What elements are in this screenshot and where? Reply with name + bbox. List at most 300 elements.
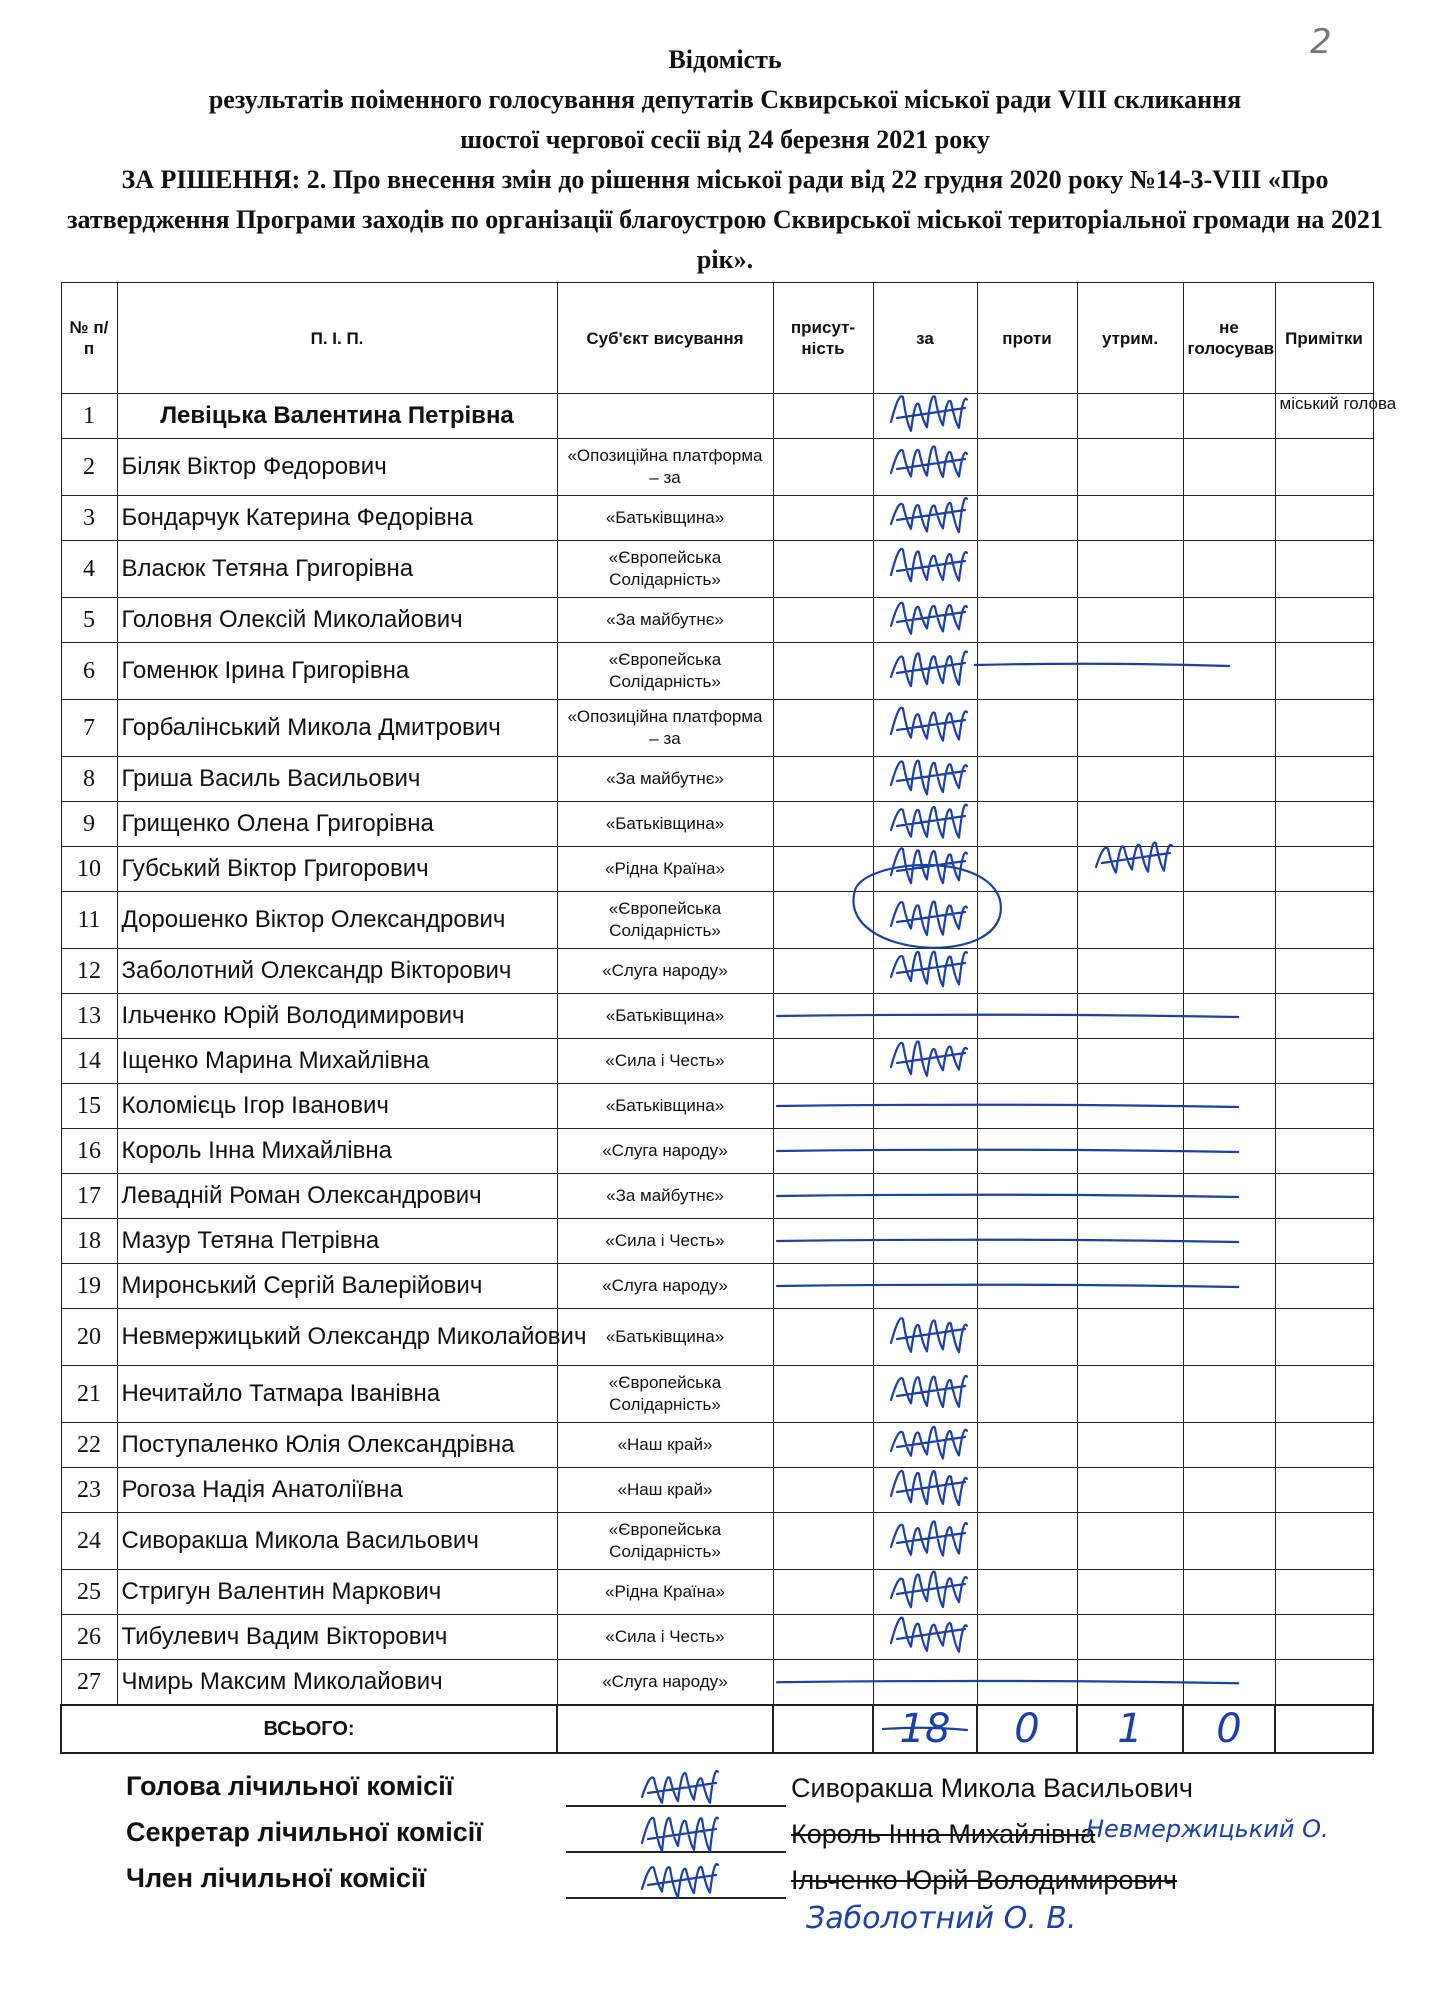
present-cell	[773, 1615, 873, 1660]
commission-chair-row	[126, 1765, 1416, 1811]
secretary-role: Секретар лічильної комісії	[126, 1817, 483, 1847]
vote-for-cell	[873, 802, 977, 847]
vote-against-cell	[977, 1264, 1077, 1309]
vote-abstain-cell	[1077, 1423, 1183, 1468]
nominating-party: «Наш край»	[557, 1423, 773, 1468]
chair-signature-line	[566, 1805, 786, 1807]
table-header-row	[61, 283, 1373, 394]
vote-table-body	[61, 394, 1397, 1754]
deputy-name: Губський Віктор Григорович	[117, 847, 557, 892]
nominating-party	[557, 394, 773, 439]
present-cell	[773, 1084, 873, 1129]
table-row	[61, 1219, 1373, 1264]
secretary-signature-line	[566, 1851, 786, 1853]
vote-novote-cell	[1183, 1174, 1275, 1219]
vote-abstain-cell	[1077, 700, 1183, 757]
table-row	[61, 598, 1373, 643]
row-note	[1275, 496, 1373, 541]
present-cell	[773, 757, 873, 802]
document-header	[60, 40, 1390, 160]
nominating-party: «Сила і Честь»	[557, 1219, 773, 1264]
row-number: 19	[61, 1264, 117, 1309]
vote-novote-cell	[1183, 892, 1275, 949]
col-header-for: за	[873, 283, 977, 394]
vote-for-cell	[873, 1615, 977, 1660]
row-number: 8	[61, 757, 117, 802]
vote-abstain-cell	[1077, 643, 1183, 700]
vote-novote-cell	[1183, 1423, 1275, 1468]
vote-abstain-cell	[1077, 1309, 1183, 1366]
row-number: 9	[61, 802, 117, 847]
vote-for-cell	[873, 1084, 977, 1129]
vote-for-cell	[873, 1129, 977, 1174]
present-cell	[773, 1039, 873, 1084]
vote-abstain-cell	[1077, 1513, 1183, 1570]
vote-abstain-cell	[1077, 1084, 1183, 1129]
row-number: 1	[61, 394, 117, 439]
vote-for-cell	[873, 1219, 977, 1264]
table-row	[61, 496, 1373, 541]
vote-against-cell	[977, 700, 1077, 757]
nominating-party: «Європейська Солідарність»	[557, 1366, 773, 1423]
member-role: Член лічильної комісії	[126, 1863, 427, 1893]
nominating-party: «За майбутнє»	[557, 598, 773, 643]
row-number: 4	[61, 541, 117, 598]
vote-for-cell	[873, 1309, 977, 1366]
vote-abstain-cell	[1077, 1039, 1183, 1084]
row-number: 25	[61, 1570, 117, 1615]
row-number: 10	[61, 847, 117, 892]
row-note	[1275, 757, 1373, 802]
present-cell	[773, 802, 873, 847]
nominating-party: «Сила і Честь»	[557, 1615, 773, 1660]
row-note	[1275, 1264, 1373, 1309]
row-note	[1275, 847, 1373, 892]
vote-novote-cell	[1183, 757, 1275, 802]
total-row	[61, 1705, 1373, 1753]
vote-abstain-cell	[1077, 1174, 1183, 1219]
total-against: 0	[977, 1705, 1077, 1753]
row-note	[1275, 598, 1373, 643]
vote-for-cell	[873, 994, 977, 1039]
nominating-party: «Європейська Солідарність»	[557, 1513, 773, 1570]
deputy-name: Поступаленко Юлія Олександрівна	[117, 1423, 557, 1468]
vote-abstain-cell	[1077, 496, 1183, 541]
document-title: Відомість	[668, 45, 782, 74]
row-note	[1275, 1660, 1373, 1706]
row-note	[1275, 1084, 1373, 1129]
document-subtitle-line1: результатів поіменного голосування депутатів Сквирської міської ради VIII скликання	[208, 85, 1242, 114]
table-row	[61, 1366, 1373, 1423]
present-cell	[773, 1219, 873, 1264]
vote-against-cell	[977, 994, 1077, 1039]
row-number: 13	[61, 994, 117, 1039]
decision-text: 2. Про внесення змін до рішення міської ради від 22 грудня 2020 року №14-3-VIII «Про затвердження Програми заходів по організації благоустрою Сквирської міської територіальної громади на 2021 рік».	[67, 165, 1383, 274]
col-header-party: Суб'єкт висування	[557, 283, 773, 394]
row-note	[1275, 439, 1373, 496]
row-note	[1275, 1219, 1373, 1264]
vote-for-cell	[873, 598, 977, 643]
present-cell	[773, 1129, 873, 1174]
nominating-party: «Європейська Солідарність»	[557, 643, 773, 700]
present-cell	[773, 1660, 873, 1706]
vote-for-cell	[873, 847, 977, 892]
vote-for-cell	[873, 757, 977, 802]
present-cell	[773, 394, 873, 439]
vote-novote-cell	[1183, 1309, 1275, 1366]
table-row	[61, 1468, 1373, 1513]
deputy-name: Невмержицький Олександр Миколайович	[117, 1309, 557, 1366]
deputy-name: Гриша Василь Васильович	[117, 757, 557, 802]
deputy-name: Нечитайло Татмара Іванівна	[117, 1366, 557, 1423]
vote-novote-cell	[1183, 643, 1275, 700]
row-number: 3	[61, 496, 117, 541]
deputy-name: Король Інна Михайлівна	[117, 1129, 557, 1174]
present-cell	[773, 1513, 873, 1570]
deputy-name: Коломієць Ігор Іванович	[117, 1084, 557, 1129]
col-header-note: Примітки	[1275, 283, 1373, 394]
table-row	[61, 1129, 1373, 1174]
table-row	[61, 1084, 1373, 1129]
row-number: 22	[61, 1423, 117, 1468]
vote-for-cell	[873, 949, 977, 994]
row-number: 24	[61, 1513, 117, 1570]
vote-novote-cell	[1183, 1660, 1275, 1706]
row-note	[1275, 1615, 1373, 1660]
col-header-novote: не голосував	[1183, 283, 1275, 394]
nominating-party: «Опозиційна платформа – за	[557, 700, 773, 757]
row-note	[1275, 1309, 1373, 1366]
vote-novote-cell	[1183, 394, 1275, 439]
row-note	[1275, 1174, 1373, 1219]
present-cell	[773, 1570, 873, 1615]
row-note	[1275, 1468, 1373, 1513]
row-note	[1275, 949, 1373, 994]
vote-abstain-cell	[1077, 1129, 1183, 1174]
vote-novote-cell	[1183, 541, 1275, 598]
vote-for-cell	[873, 1174, 977, 1219]
present-cell	[773, 949, 873, 994]
page-number-mark: 2	[1310, 22, 1332, 62]
present-cell	[773, 1174, 873, 1219]
vote-against-cell	[977, 1615, 1077, 1660]
commission-member-row	[126, 1857, 1416, 1936]
deputy-name: Миронський Сергій Валерійович	[117, 1264, 557, 1309]
table-row	[61, 1513, 1373, 1570]
chair-name: Сиворакша Микола Васильович	[791, 1773, 1193, 1803]
deputy-name: Іщенко Марина Михайлівна	[117, 1039, 557, 1084]
col-header-name: П. І. П.	[117, 283, 557, 394]
nominating-party: «Батьківщина»	[557, 802, 773, 847]
deputy-name: Горбалінський Микола Дмитрович	[117, 700, 557, 757]
vote-abstain-cell	[1077, 394, 1183, 439]
deputy-name: Грищенко Олена Григорівна	[117, 802, 557, 847]
present-cell	[773, 1468, 873, 1513]
deputy-name: Власюк Тетяна Григорівна	[117, 541, 557, 598]
vote-novote-cell	[1183, 1129, 1275, 1174]
row-number: 23	[61, 1468, 117, 1513]
present-cell	[773, 892, 873, 949]
deputy-name: Гоменюк Ірина Григорівна	[117, 643, 557, 700]
row-number: 5	[61, 598, 117, 643]
member-replacement-handwritten: Заболотний О. В.	[806, 1901, 1077, 1936]
row-note	[1275, 541, 1373, 598]
vote-for-cell	[873, 1570, 977, 1615]
col-header-abstain: утрим.	[1077, 283, 1183, 394]
vote-table	[60, 282, 1397, 1754]
nominating-party: «Європейська Солідарність»	[557, 541, 773, 598]
vote-novote-cell	[1183, 1570, 1275, 1615]
nominating-party: «Опозиційна платформа – за	[557, 439, 773, 496]
member-name: Ільченко Юрій Володимирович	[791, 1865, 1177, 1895]
row-number: 17	[61, 1174, 117, 1219]
table-row	[61, 541, 1373, 598]
vote-against-cell	[977, 1366, 1077, 1423]
present-cell	[773, 1423, 873, 1468]
row-note	[1275, 994, 1373, 1039]
vote-novote-cell	[1183, 802, 1275, 847]
nominating-party: «Рідна Країна»	[557, 1570, 773, 1615]
vote-abstain-cell	[1077, 802, 1183, 847]
nominating-party: «Рідна Країна»	[557, 847, 773, 892]
table-row	[61, 394, 1373, 439]
row-note	[1275, 643, 1373, 700]
total-note-cell	[1275, 1705, 1373, 1753]
deputy-name: Заболотний Олександр Вікторович	[117, 949, 557, 994]
vote-against-cell	[977, 1084, 1077, 1129]
decision-statement	[60, 160, 1390, 280]
vote-novote-cell	[1183, 847, 1275, 892]
vote-against-cell	[977, 1039, 1077, 1084]
present-cell	[773, 643, 873, 700]
present-cell	[773, 994, 873, 1039]
row-number: 15	[61, 1084, 117, 1129]
deputy-name: Рогоза Надія Анатоліївна	[117, 1468, 557, 1513]
present-cell	[773, 1366, 873, 1423]
counting-commission	[126, 1765, 1416, 1936]
vote-novote-cell	[1183, 1468, 1275, 1513]
vote-novote-cell	[1183, 496, 1275, 541]
row-note	[1275, 892, 1373, 949]
row-number: 27	[61, 1660, 117, 1706]
vote-novote-cell	[1183, 1219, 1275, 1264]
table-row	[61, 1039, 1373, 1084]
vote-against-cell	[977, 1570, 1077, 1615]
vote-abstain-cell	[1077, 541, 1183, 598]
vote-novote-cell	[1183, 1084, 1275, 1129]
total-present-cell	[773, 1705, 873, 1753]
row-note	[1275, 1423, 1373, 1468]
row-number: 18	[61, 1219, 117, 1264]
deputy-name: Левадній Роман Олександрович	[117, 1174, 557, 1219]
vote-abstain-cell	[1077, 949, 1183, 994]
nominating-party: «Батьківщина»	[557, 1084, 773, 1129]
present-cell	[773, 700, 873, 757]
row-number: 6	[61, 643, 117, 700]
total-label: ВСЬОГО:	[61, 1705, 557, 1753]
document-subtitle-line2: шостої чергової сесії від 24 березня 2021 року	[460, 125, 990, 154]
vote-abstain-cell	[1077, 1219, 1183, 1264]
row-note	[1275, 1513, 1373, 1570]
vote-novote-cell	[1183, 439, 1275, 496]
row-number: 16	[61, 1129, 117, 1174]
vote-abstain-cell	[1077, 1366, 1183, 1423]
row-number: 11	[61, 892, 117, 949]
nominating-party: «Батьківщина»	[557, 1309, 773, 1366]
table-row	[61, 847, 1373, 892]
vote-novote-cell	[1183, 598, 1275, 643]
nominating-party: «Батьківщина»	[557, 496, 773, 541]
present-cell	[773, 1264, 873, 1309]
vote-for-cell	[873, 1468, 977, 1513]
vote-abstain-cell	[1077, 847, 1183, 892]
row-number: 12	[61, 949, 117, 994]
deputy-name: Тибулевич Вадим Вікторович	[117, 1615, 557, 1660]
vote-abstain-cell	[1077, 1615, 1183, 1660]
table-row	[61, 802, 1373, 847]
deputy-name: Головня Олексій Миколайович	[117, 598, 557, 643]
col-header-against: проти	[977, 283, 1077, 394]
vote-against-cell	[977, 643, 1077, 700]
vote-for-cell	[873, 700, 977, 757]
vote-for-cell	[873, 439, 977, 496]
table-row	[61, 439, 1373, 496]
secretary-replacement-handwritten: Невмержицький О.	[1086, 1815, 1329, 1843]
row-note: міський голова	[1275, 394, 1373, 439]
vote-against-cell	[977, 1219, 1077, 1264]
vote-for-cell	[873, 1366, 977, 1423]
vote-for-cell	[873, 643, 977, 700]
vote-novote-cell	[1183, 949, 1275, 994]
vote-abstain-cell	[1077, 1570, 1183, 1615]
row-number: 20	[61, 1309, 117, 1366]
deputy-name: Левіцька Валентина Петрівна	[117, 394, 557, 439]
deputy-name: Чмирь Максим Миколайович	[117, 1660, 557, 1706]
table-row	[61, 1615, 1373, 1660]
nominating-party: «Слуга народу»	[557, 1660, 773, 1706]
table-row	[61, 994, 1373, 1039]
nominating-party: «Сила і Честь»	[557, 1039, 773, 1084]
vote-against-cell	[977, 802, 1077, 847]
vote-abstain-cell	[1077, 1468, 1183, 1513]
row-note	[1275, 1039, 1373, 1084]
vote-abstain-cell	[1077, 994, 1183, 1039]
vote-for-cell	[873, 541, 977, 598]
vote-novote-cell	[1183, 1513, 1275, 1570]
vote-abstain-cell	[1077, 1264, 1183, 1309]
vote-for-cell	[873, 1039, 977, 1084]
vote-novote-cell	[1183, 994, 1275, 1039]
vote-against-cell	[977, 439, 1077, 496]
deputy-name: Стригун Валентин Маркович	[117, 1570, 557, 1615]
vote-for-cell	[873, 1264, 977, 1309]
vote-against-cell	[977, 394, 1077, 439]
row-note	[1275, 1366, 1373, 1423]
row-note	[1275, 700, 1373, 757]
row-number: 26	[61, 1615, 117, 1660]
total-party-cell	[557, 1705, 773, 1753]
deputy-name: Біляк Віктор Федорович	[117, 439, 557, 496]
vote-against-cell	[977, 541, 1077, 598]
table-row	[61, 643, 1373, 700]
nominating-party: «За майбутнє»	[557, 757, 773, 802]
vote-novote-cell	[1183, 700, 1275, 757]
vote-abstain-cell	[1077, 598, 1183, 643]
vote-for-cell	[873, 496, 977, 541]
table-row	[61, 1423, 1373, 1468]
vote-against-cell	[977, 496, 1077, 541]
nominating-party: «Європейська Солідарність»	[557, 892, 773, 949]
commission-secretary-row	[126, 1811, 1416, 1857]
vote-against-cell	[977, 1423, 1077, 1468]
present-cell	[773, 847, 873, 892]
vote-novote-cell	[1183, 1039, 1275, 1084]
vote-against-cell	[977, 847, 1077, 892]
deputy-name: Дорошенко Віктор Олександрович	[117, 892, 557, 949]
chair-role: Голова лічильної комісії	[126, 1771, 454, 1801]
nominating-party: «Слуга народу»	[557, 949, 773, 994]
row-number: 2	[61, 439, 117, 496]
vote-abstain-cell	[1077, 1660, 1183, 1706]
vote-against-cell	[977, 1513, 1077, 1570]
vote-against-cell	[977, 1129, 1077, 1174]
vote-novote-cell	[1183, 1366, 1275, 1423]
nominating-party: «Слуга народу»	[557, 1264, 773, 1309]
table-row	[61, 1174, 1373, 1219]
col-header-num: № п/п	[61, 283, 117, 394]
vote-abstain-cell	[1077, 757, 1183, 802]
table-row	[61, 1264, 1373, 1309]
table-row	[61, 949, 1373, 994]
vote-against-cell	[977, 1468, 1077, 1513]
total-for: 18	[873, 1705, 977, 1753]
total-abstain: 1	[1077, 1705, 1183, 1753]
row-number: 21	[61, 1366, 117, 1423]
row-note	[1275, 1129, 1373, 1174]
nominating-party: «Батьківщина»	[557, 994, 773, 1039]
vote-for-cell	[873, 892, 977, 949]
vote-for-cell	[873, 1513, 977, 1570]
table-row	[61, 1570, 1373, 1615]
nominating-party: «Слуга народу»	[557, 1129, 773, 1174]
row-number: 14	[61, 1039, 117, 1084]
table-row	[61, 892, 1373, 949]
present-cell	[773, 541, 873, 598]
decision-label: ЗА РІШЕННЯ:	[121, 165, 301, 194]
table-row	[61, 1660, 1373, 1706]
row-note	[1275, 802, 1373, 847]
nominating-party: «Наш край»	[557, 1468, 773, 1513]
vote-against-cell	[977, 892, 1077, 949]
vote-for-cell	[873, 1423, 977, 1468]
table-row	[61, 1309, 1373, 1366]
deputy-name: Ільченко Юрій Володимирович	[117, 994, 557, 1039]
present-cell	[773, 496, 873, 541]
vote-against-cell	[977, 757, 1077, 802]
table-row	[61, 700, 1373, 757]
deputy-name: Сиворакша Микола Васильович	[117, 1513, 557, 1570]
present-cell	[773, 1309, 873, 1366]
vote-for-cell	[873, 1660, 977, 1706]
vote-against-cell	[977, 1309, 1077, 1366]
vote-against-cell	[977, 598, 1077, 643]
vote-novote-cell	[1183, 1615, 1275, 1660]
table-row	[61, 757, 1373, 802]
vote-against-cell	[977, 949, 1077, 994]
secretary-name: Король Інна Михайлівна	[791, 1819, 1096, 1849]
vote-abstain-cell	[1077, 439, 1183, 496]
deputy-name: Бондарчук Катерина Федорівна	[117, 496, 557, 541]
